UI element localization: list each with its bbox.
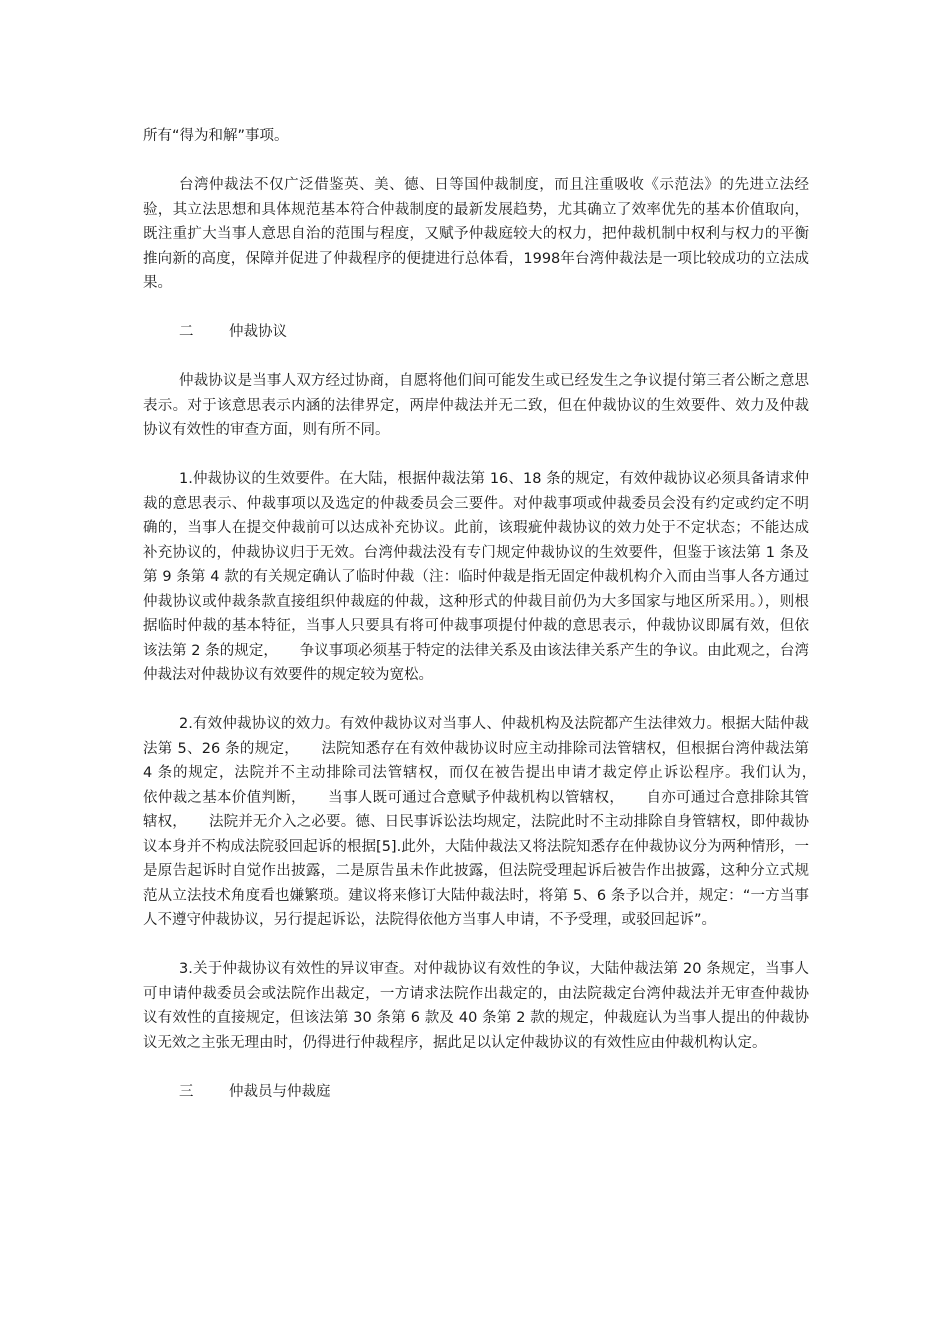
paragraph-gap [143, 443, 809, 468]
document-body [143, 124, 838, 1104]
paragraph-definition: 仲裁协议是当事人双方经过协商，自愿将他们间可能发生或已经发生之争议提付第三者公断之意思表示。对于该意思表示内涵的法律界定，两岸仲裁法并无二致，但在仲裁协议的生效要件、效力及仲裁协议有效性的审查方面，则有所不同。 [143, 373, 809, 438]
section-title: 仲裁协议 [229, 324, 287, 340]
paragraph-continuation: 所有“得为和解”事项。 [143, 128, 289, 144]
paragraph-gap [143, 345, 809, 370]
paragraph-point-1: 1.仲裁协议的生效要件。在大陆，根据仲裁法第 16、18 条的规定，有效仲裁协议必须具备请求仲裁的意思表示、仲裁事项以及选定的仲裁委员会三要件。对仲裁事项或仲裁委员会没有约定或约定不明确的，当事人在提交仲裁前可以达成补充协议。此前，该瑕疵仲裁协议的效力处于不定状态；不能达成补充协议的，仲裁协议归于无效。台湾仲裁法没有专门规定仲裁协议的生效要件，但鉴于该法第 1 条及第 9 条第 4 款的有关规定确认了临时仲裁（注：临时仲裁是指无固定仲裁机构介入而由当事人各方通过仲裁协议或仲裁条款直接组织仲裁庭的仲裁，这种形式的仲裁目前仍为大多国家与地区所采用。），则根据临时仲裁的基本特征，当事人只要具有将可仲裁事项提付仲裁的意思表示，仲裁协议即属有效，但依该法第 2 条的规定， 争议事项必须基于特定的法律关系及由该法律关系产生的争议。由此观之，台湾仲裁法对仲裁协议有效要件的规定较为宽松。 [143, 471, 809, 683]
paragraph-point-3: 3.关于仲裁协议有效性的异议审查。对仲裁协议有效性的争议，大陆仲裁法第 20 条规定，当事人可申请仲裁委员会或法院作出裁定，一方请求法院作出裁定的，由法院裁定台湾仲裁法并无审查仲裁协议有效性的直接规定，但该法第 30 条第 6 款及 40 条第 2 款的规定，仲裁庭认为当事人提出的仲裁协议无效之主张无理由时，仍得进行仲裁程序，据此足以认定仲裁协议的有效性应由仲裁机构认定。 [143, 961, 809, 1051]
paragraph-gap [143, 149, 809, 174]
paragraph-summary: 台湾仲裁法不仅广泛借鉴英、美、德、日等国仲裁制度，而且注重吸收《示范法》的先进立法经验，其立法思想和具体规范基本符合仲裁制度的最新发展趋势，尤其确立了效率优先的基本价值取向，既注重扩大当事人意思自治的范围与程度，又赋予仲裁庭较大的权力，把仲裁机制中权利与权力的平衡推向新的高度，保障并促进了仲裁程序的便捷进行总体看，1998年台湾仲裁法是一项比较成功的立法成果。 [143, 177, 809, 291]
section-number: 二 [179, 324, 194, 340]
paragraph-gap [143, 296, 809, 321]
paragraph-gap [143, 1055, 809, 1080]
paragraph-gap [143, 933, 809, 958]
section-heading-3 [143, 1080, 809, 1105]
paragraph-gap [143, 688, 809, 713]
section-title: 仲裁员与仲裁庭 [229, 1083, 331, 1100]
section-number: 三 [179, 1083, 194, 1100]
section-heading-2 [143, 320, 809, 345]
paragraph-point-2: 2.有效仲裁协议的效力。有效仲裁协议对当事人、仲裁机构及法院都产生法律效力。根据大陆仲裁法第 5、26 条的规定， 法院知悉存在有效仲裁协议时应主动排除司法管辖权，但根据台湾仲裁法第 4 条的规定，法院并不主动排除司法管辖权，而仅在被告提出申请才裁定停止诉讼程序。我们认为， 依仲裁之基本价值判断， 当事人既可通过合意赋予仲裁机构以管辖权， 自亦可通过合意排除其管辖权， 法院并无介入之必要。德、日民事诉讼法均规定，法院此时不主动排除自身管辖权，即仲裁协议本身并不构成法院驳回起诉的根据[5].此外，大陆仲裁法又将法院知悉存在仲裁协议分为两种情形，一是原告起诉时自觉作出披露，二是原告虽未作此披露，但法院受理起诉后被告作出披露，这种分立式规范从立法技术角度看也嫌繁琐。建议将来修订大陆仲裁法时，将第 5、6 条予以合并，规定：“一方当事人不遵守仲裁协议，另行提起诉讼，法院得依他方当事人申请，不予受理，或驳回起诉”。 [143, 716, 838, 928]
